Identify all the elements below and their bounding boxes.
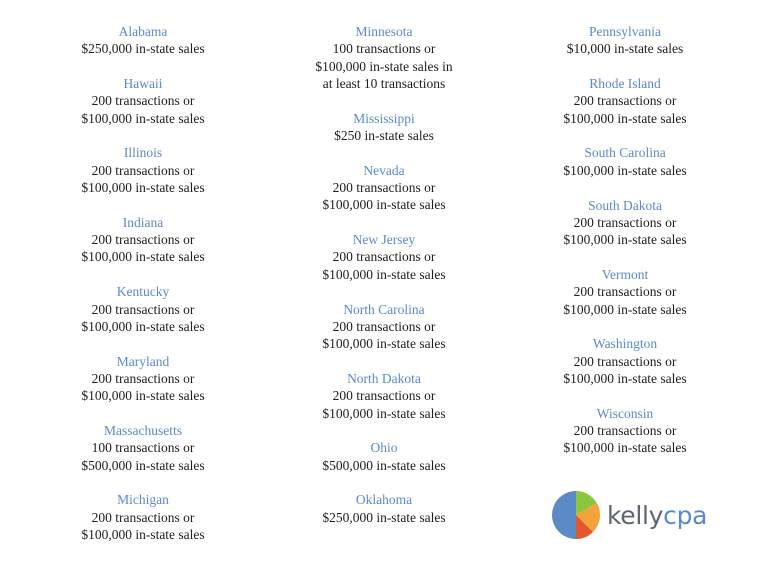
column-1 <box>23 23 263 561</box>
threshold-line: $10,000 in-state sales <box>566 41 684 57</box>
pie-chart-icon <box>551 490 601 540</box>
threshold-line: 200 transactions or <box>573 284 677 300</box>
threshold-line: $100,000 in-state sales <box>81 180 205 196</box>
logo-word-kelly: kelly <box>607 500 664 530</box>
state-entry <box>23 491 263 543</box>
state-entry <box>264 370 504 422</box>
kellycpa-logo <box>551 488 711 542</box>
state-name: Michigan <box>117 492 169 508</box>
state-entry <box>23 283 263 335</box>
state-entry <box>505 335 745 387</box>
threshold-line: $250,000 in-state sales <box>81 41 205 57</box>
column-2 <box>264 23 504 544</box>
state-entry <box>505 405 745 457</box>
threshold-line: $250 in-state sales <box>334 127 434 143</box>
threshold-line: $100,000 in-state sales <box>322 266 446 282</box>
state-entry <box>505 75 745 127</box>
threshold-line: 100 transactions or <box>332 41 436 57</box>
threshold-line: 200 transactions or <box>332 180 436 196</box>
state-name: Maryland <box>116 353 170 369</box>
threshold-line: 200 transactions or <box>91 301 195 317</box>
threshold-line: $100,000 in-state sales <box>563 232 687 248</box>
threshold-line: $100,000 in-state sales <box>81 388 205 404</box>
threshold-line: 100 transactions or <box>91 440 195 456</box>
threshold-line: 200 transactions or <box>91 162 195 178</box>
threshold-line: $250,000 in-state sales <box>322 509 446 525</box>
state-entry <box>505 197 745 249</box>
state-name: Indiana <box>122 214 164 230</box>
state-name: Vermont <box>601 266 649 282</box>
threshold-line: 200 transactions or <box>573 93 677 109</box>
state-entry <box>264 231 504 283</box>
threshold-line: at least 10 transactions <box>322 75 446 91</box>
state-name: Alabama <box>118 24 168 39</box>
threshold-line: 200 transactions or <box>91 370 195 386</box>
state-entry <box>264 491 504 526</box>
threshold-line: 200 transactions or <box>332 249 436 265</box>
threshold-line: $100,000 in-state sales <box>563 301 687 317</box>
state-entry <box>264 439 504 474</box>
state-name: Rhode Island <box>589 76 661 92</box>
state-name: Illinois <box>123 145 163 161</box>
threshold-line: $500,000 in-state sales <box>81 457 205 473</box>
state-name: Nevada <box>363 162 405 178</box>
threshold-line: $500,000 in-state sales <box>322 457 446 473</box>
state-entry <box>264 23 504 92</box>
threshold-line: 200 transactions or <box>573 423 677 439</box>
state-name: Pennsylvania <box>589 24 661 39</box>
threshold-line: $100,000 in-state sales <box>81 318 205 334</box>
logo-word-cpa: cpa <box>663 500 708 530</box>
threshold-line: $100,000 in-state sales <box>81 249 205 265</box>
column-3 <box>505 23 745 474</box>
state-name: South Dakota <box>588 197 662 213</box>
state-entry <box>505 144 745 179</box>
state-name: North Carolina <box>343 301 425 317</box>
state-name: Wisconsin <box>596 405 654 421</box>
threshold-line: $100,000 in-state sales <box>81 527 205 543</box>
state-entry <box>264 301 504 353</box>
threshold-line: $100,000 in-state sales <box>322 405 446 421</box>
threshold-line: 200 transactions or <box>573 353 677 369</box>
state-entry <box>23 23 263 58</box>
state-name: South Carolina <box>584 145 666 161</box>
threshold-line: $100,000 in-state sales in <box>315 58 453 74</box>
threshold-line: $100,000 in-state sales <box>563 110 687 126</box>
threshold-line: $100,000 in-state sales <box>563 162 687 178</box>
state-entry <box>23 144 263 196</box>
threshold-line: 200 transactions or <box>91 509 195 525</box>
state-entry <box>264 110 504 145</box>
threshold-line: $100,000 in-state sales <box>563 440 687 456</box>
state-name: Mississippi <box>353 110 415 126</box>
threshold-line: 200 transactions or <box>332 318 436 334</box>
threshold-line: 200 transactions or <box>91 232 195 248</box>
state-name: Washington <box>592 336 658 352</box>
state-name: Oklahoma <box>355 492 413 508</box>
state-name: Massachusetts <box>104 423 182 439</box>
state-entry <box>264 162 504 214</box>
threshold-line: 200 transactions or <box>332 388 436 404</box>
threshold-line: $100,000 in-state sales <box>563 370 687 386</box>
threshold-line: $100,000 in-state sales <box>81 110 205 126</box>
state-entry <box>23 214 263 266</box>
state-entry <box>23 353 263 405</box>
threshold-line: $100,000 in-state sales <box>322 336 446 352</box>
state-entry <box>505 23 745 58</box>
state-name: Ohio <box>370 440 398 456</box>
state-name: Kentucky <box>116 284 170 300</box>
state-entry <box>23 75 263 127</box>
state-name: North Dakota <box>347 370 421 386</box>
state-name: Minnesota <box>355 24 413 39</box>
state-entry <box>23 422 263 474</box>
threshold-line: $100,000 in-state sales <box>322 197 446 213</box>
logo-wordmark <box>607 500 708 530</box>
state-name: New Jersey <box>352 232 416 248</box>
threshold-line: 200 transactions or <box>91 93 195 109</box>
state-name: Hawaii <box>123 76 163 92</box>
threshold-line: 200 transactions or <box>573 214 677 230</box>
state-entry <box>505 266 745 318</box>
